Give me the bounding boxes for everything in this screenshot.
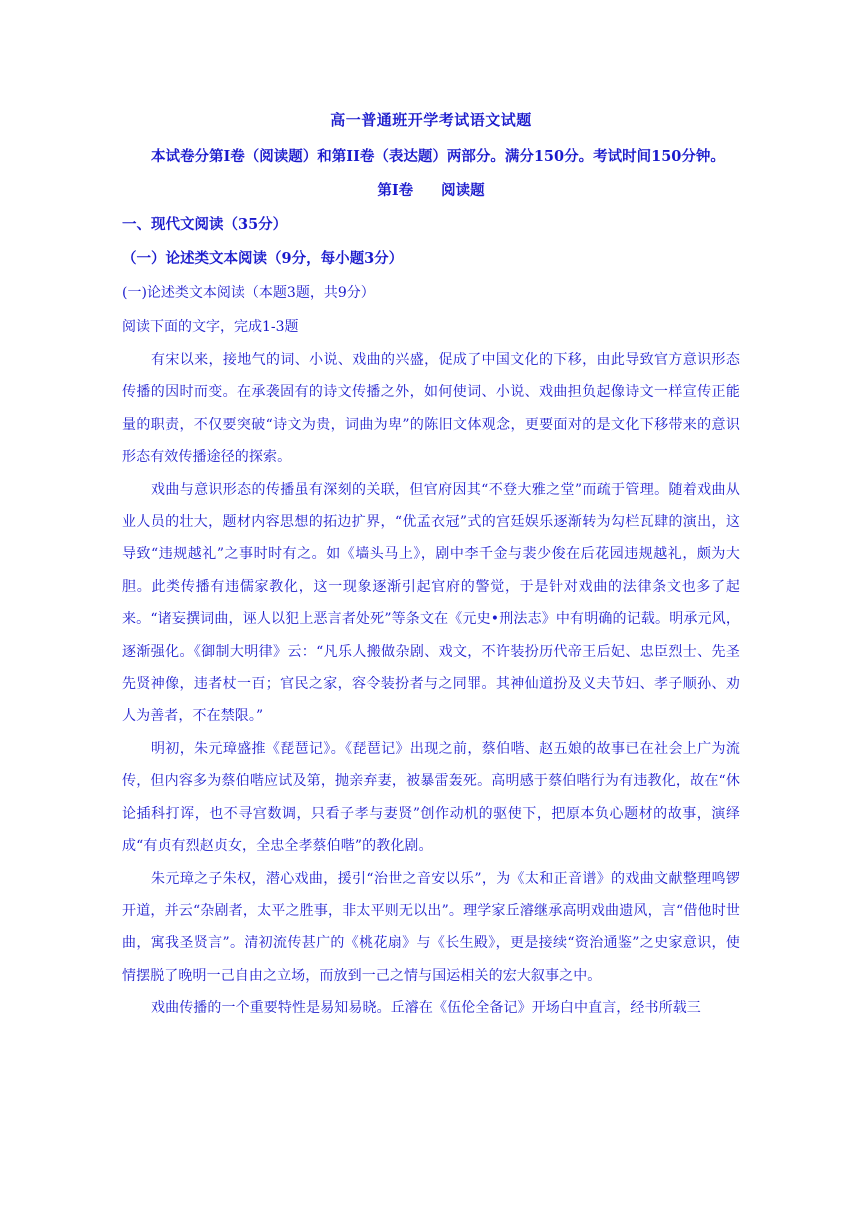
heading-modern-reading: 一、现代文阅读（35分） <box>122 216 288 233</box>
exam-intro: 本试卷分第Ⅰ卷（阅读题）和第II卷（表达题）两部分。满分150分。考试时间150分钟。 <box>151 148 725 165</box>
heading-argumentative-reading: （一）论述类文本阅读（9分，每小题3分） <box>122 250 404 267</box>
passage-paragraph: 朱元璋之子朱权，潜心戏曲，援引“治世之音安以乐”，为《太和正音谱》的戏曲文献整理鸣锣开道，并云“杂剧者，太平之胜事，非太平则无以出”。理学家丘濬继承高明戏曲遗风，言“借他时世曲，寓我圣贤言”。清初流传甚广的《桃花扇》与《长生殿》，更是接续“资治通鉴”之史家意识，使情摆脱了晚明一己自由之立场，而放到一己之情与国运相关的宏大叙事之中。 <box>122 870 740 984</box>
subsection-note: (一)论述类文本阅读（本题3题，共9分） <box>122 285 375 301</box>
reading-instruction: 阅读下面的文字，完成1-3题 <box>122 319 299 335</box>
section-name: 阅读题 <box>441 182 485 199</box>
passage-paragraph: 戏曲传播的一个重要特性是易知易晓。丘濬在《伍伦全备记》开场白中直言，经书所载三 <box>151 1000 701 1017</box>
passage-paragraph: 明初，朱元璋盛推《琵琶记》。《琵琶记》出现之前，蔡伯喈、赵五娘的故事已在社会上广为流传，但内容多为蔡伯喈应试及第，抛亲弃妻，被暴雷轰死。高明感于蔡伯喈行为有违教化，故在“休论插科打诨，也不寻宫数调，只看子孝与妻贤”创作动机的驱使下，把原本负心题材的故事，演绎成“有贞有烈赵贞女，全忠全孝蔡伯喈”的教化剧。 <box>122 740 740 855</box>
section-part: 第Ⅰ卷 <box>377 182 414 199</box>
exam-title: 高一普通班开学考试语文试题 <box>330 111 532 129</box>
passage-paragraph: 有宋以来，接地气的词、小说、戏曲的兴盛，促成了中国文化的下移，由此导致官方意识形态传播的因时而变。在承袭固有的诗文传播之外，如何使词、小说、戏曲担负起像诗文一样宣传正能量的职责，不仅要突破“诗文为贵，词曲为卑”的陈旧文体观念，更要面对的是文化下移带来的意识形态有效传播途径的探索。 <box>122 352 740 466</box>
passage-paragraph: 戏曲与意识形态的传播虽有深刻的关联，但官府因其“不登大雅之堂”而疏于管理。随着戏曲从业人员的壮大，题材内容思想的拓边扩界，“优孟衣冠”式的宫廷娱乐逐渐转为勾栏瓦肆的演出，这导致“违规越礼”之事时时有之。如《墙头马上》，剧中李千金与裴少俊在后花园违规越礼，颇为大胆。此类传播有违儒家教化，这一现象逐渐引起官府的警觉，于是针对戏曲的法律条文也多了起来。“诸妄撰词曲，诬人以犯上恶言者处死”等条文在《元史•刑法志》中有明确的记载。明承元风，逐渐强化。《御制大明律》云：“凡乐人搬做杂剧、戏文，不许装扮历代帝王后妃、忠臣烈士、先圣先贤神像，违者杖一百；官民之家，容令装扮者与之同罪。其神仙道扮及义夫节妇、孝子顺孙、劝人为善者，不在禁限。” <box>122 481 740 725</box>
section-title <box>122 174 740 208</box>
document-body <box>122 110 740 1025</box>
